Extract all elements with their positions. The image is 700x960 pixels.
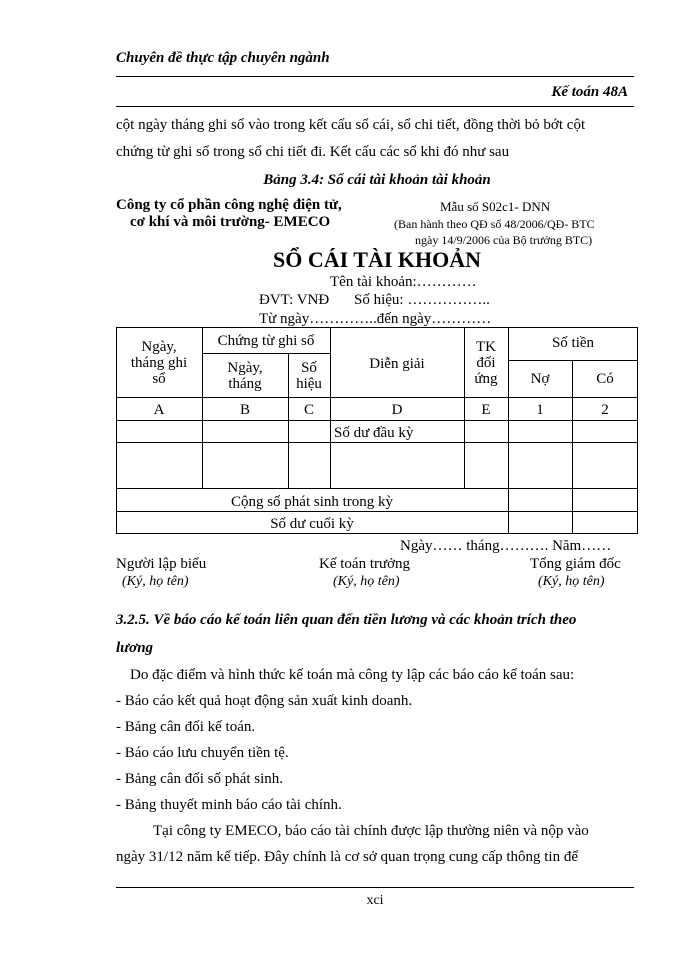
signature-accountant-title: Kế toán trưởng — [319, 556, 411, 572]
signature-director-title: Tổng giám đốc — [530, 556, 621, 572]
col-code-d: D — [391, 402, 403, 418]
col-code-2: 2 — [601, 402, 609, 418]
account-name: Tên tài khoản:………… — [330, 274, 477, 290]
header-rule-top — [116, 76, 634, 77]
paragraph-2-line-1: Tại công ty EMECO, báo cáo tài chính được lập thường niên và nộp vào — [153, 823, 589, 839]
signature-director-sub: (Ký, họ tên) — [538, 574, 605, 589]
col-date-header: Ngày, tháng ghi sổ — [130, 339, 188, 387]
header-right: Kế toán 48A — [551, 84, 628, 100]
code-number: Số hiệu: …………….. — [354, 292, 490, 308]
ledger-table — [116, 327, 638, 534]
section-heading-1: 3.2.5. Về báo cáo kế toán liên quan đến tiền lương và các khoản trích theo — [116, 612, 577, 628]
date-line: Ngày…… tháng………. Năm…… — [400, 538, 612, 554]
col-debit-header: Nợ — [530, 371, 550, 387]
col-description-header: Diễn giải — [369, 356, 425, 372]
col-code-1: 1 — [536, 402, 544, 418]
company-line-1: Công ty cổ phần công nghệ điện tử, — [116, 197, 342, 213]
bullet-item: - Báo cáo kết quả hoạt động sản xuất kinh doanh. — [116, 693, 413, 709]
col-amount-header: Số tiền — [551, 335, 595, 351]
col-voucher-header: Chứng từ ghi sổ — [217, 333, 315, 349]
header-left: Chuyên đề thực tập chuyên ngành — [116, 50, 330, 66]
paragraph-1: Do đặc điểm và hình thức kế toán mà công ty lập các báo cáo kế toán sau: — [130, 667, 575, 683]
table-caption: Bảng 3.4: Sổ cái tài khoản tài khoản — [263, 172, 491, 188]
bullet-item: - Bảng cân đối số phát sinh. — [116, 771, 284, 787]
header-rule-bottom — [116, 106, 634, 107]
signature-preparer-title: Người lập biểu — [116, 556, 207, 572]
opening-balance-label: Số dư đầu kỳ — [334, 425, 414, 441]
paragraph-2-line-2: ngày 31/12 năm kế tiếp. Đây chính là cơ sở quan trọng cung cấp thông tin để — [116, 849, 579, 865]
col-account-header: TK đối ứng — [474, 339, 498, 387]
section-heading-2: lương — [116, 640, 154, 656]
col-voucher-no-header: Số hiệu — [296, 360, 322, 392]
form-code: Mẫu số S02c1- DNN — [440, 199, 551, 214]
period-range: Từ ngày…………..đến ngày………… — [259, 311, 492, 327]
signature-accountant-sub: (Ký, họ tên) — [333, 574, 400, 589]
bullet-item: - Báo cáo lưu chuyển tiền tệ. — [116, 745, 289, 761]
period-total-label: Cộng số phát sinh trong kỳ — [230, 494, 394, 510]
ledger-title: SỔ CÁI TÀI KHOẢN — [272, 247, 482, 272]
bullet-item: - Bảng cân đối kế toán. — [116, 719, 256, 735]
col-voucher-date-header: Ngày, tháng — [227, 360, 263, 392]
form-issued-1: (Ban hành theo QĐ số 48/2006/QĐ- BTC — [394, 217, 595, 231]
signature-preparer-sub: (Ký, họ tên) — [122, 574, 189, 589]
intro-line-2: chứng từ ghi sổ trong sổ chi tiết đi. Kết cấu các sổ khi đó như sau — [116, 144, 510, 160]
unit-label: ĐVT: VNĐ — [259, 292, 330, 308]
form-issued-2: ngày 14/9/2006 của Bộ trưởng BTC) — [415, 233, 593, 247]
bullet-item: - Bảng thuyết minh báo cáo tài chính. — [116, 797, 342, 813]
col-code-c: C — [303, 402, 314, 418]
col-code-a: A — [153, 402, 165, 418]
col-code-e: E — [481, 402, 491, 418]
page-number: xci — [366, 893, 384, 908]
company-line-2: cơ khí và môi trường- EMECO — [130, 214, 331, 230]
closing-balance-label: Số dư cuối kỳ — [270, 516, 354, 532]
col-credit-header: Có — [596, 371, 614, 387]
intro-line-1: cột ngày tháng ghi sổ vào trong kết cấu sổ cái, sổ chi tiết, đồng thời bỏ bớt cột — [116, 117, 586, 133]
footer-rule — [116, 887, 634, 888]
col-code-b: B — [239, 402, 250, 418]
